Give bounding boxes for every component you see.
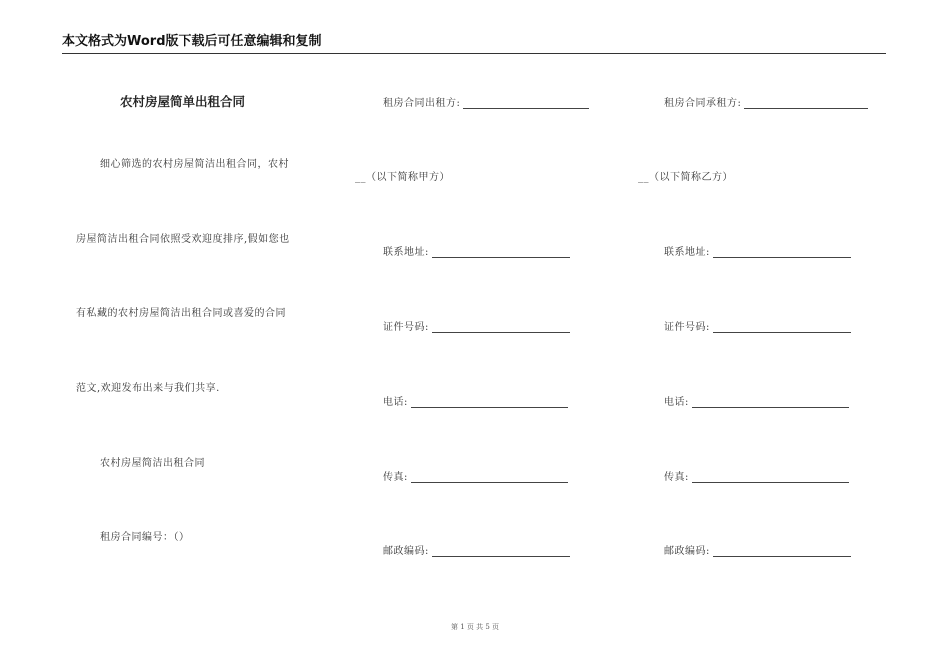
- lessee-fax-field: [664, 468, 849, 483]
- lessor-label: 租房合同出租方:: [383, 98, 461, 109]
- lessee-postcode-field: [664, 542, 851, 557]
- document-title: 农村房屋简单出租合同: [120, 94, 246, 109]
- lessor-phone-label: 电话:: [383, 397, 408, 408]
- lessor-column: [355, 0, 635, 672]
- intro-line-1: 细心筛选的农村房屋简洁出租合同，农村: [100, 159, 289, 170]
- lessor-alias: __（以下简称甲方）: [355, 172, 450, 183]
- lessee-name-field: [664, 94, 868, 109]
- intro-line-3: 有私藏的农村房屋简洁出租合同或喜爱的合同: [76, 308, 286, 319]
- lessor-fax-field: [383, 468, 568, 483]
- lessee-id-label: 证件号码:: [664, 322, 710, 333]
- lessee-phone-label: 电话:: [664, 397, 689, 408]
- contract-number: 租房合同编号：（）: [100, 532, 190, 543]
- lessee-address-label: 联系地址:: [664, 247, 710, 258]
- document-header: 本文格式为Word版下载后可任意编辑和复制: [62, 34, 886, 54]
- lessor-id-label: 证件号码:: [383, 322, 429, 333]
- left-column: [0, 0, 340, 672]
- lessee-id-field: [664, 318, 851, 333]
- lessor-postcode-blank[interactable]: [432, 546, 570, 557]
- intro-line-2: 房屋简洁出租合同依照受欢迎度排序,假如您也: [76, 234, 290, 245]
- lessee-alias: __（以下简称乙方）: [638, 172, 733, 183]
- lessor-fax-blank[interactable]: [411, 472, 568, 483]
- lessor-address-label: 联系地址:: [383, 247, 429, 258]
- lessor-name-field: [383, 94, 589, 109]
- lessee-address-blank[interactable]: [713, 247, 851, 258]
- lessee-id-blank[interactable]: [713, 322, 851, 333]
- lessor-id-blank[interactable]: [432, 322, 570, 333]
- lessee-fax-label: 传真:: [664, 472, 689, 483]
- intro-line-4: 范文,欢迎发布出来与我们共享.: [76, 383, 220, 394]
- lessee-column: [636, 0, 916, 672]
- lessor-phone-field: [383, 393, 568, 408]
- lessor-id-field: [383, 318, 570, 333]
- lessee-fax-blank[interactable]: [692, 472, 849, 483]
- lessee-label: 租房合同承租方:: [664, 98, 742, 109]
- contract-subtitle: 农村房屋简洁出租合同: [100, 458, 205, 469]
- lessor-postcode-label: 邮政编码:: [383, 546, 429, 557]
- lessee-phone-field: [664, 393, 849, 408]
- lessor-address-blank[interactable]: [432, 247, 570, 258]
- lessee-postcode-blank[interactable]: [713, 546, 851, 557]
- lessor-name-blank[interactable]: [463, 98, 589, 109]
- lessee-postcode-label: 邮政编码:: [664, 546, 710, 557]
- lessor-postcode-field: [383, 542, 570, 557]
- lessor-address-field: [383, 243, 570, 258]
- lessee-address-field: [664, 243, 851, 258]
- lessor-phone-blank[interactable]: [411, 397, 568, 408]
- page-number: 第 1 页 共 5 页: [450, 623, 500, 631]
- lessee-name-blank[interactable]: [744, 98, 868, 109]
- lessor-fax-label: 传真:: [383, 472, 408, 483]
- lessee-phone-blank[interactable]: [692, 397, 849, 408]
